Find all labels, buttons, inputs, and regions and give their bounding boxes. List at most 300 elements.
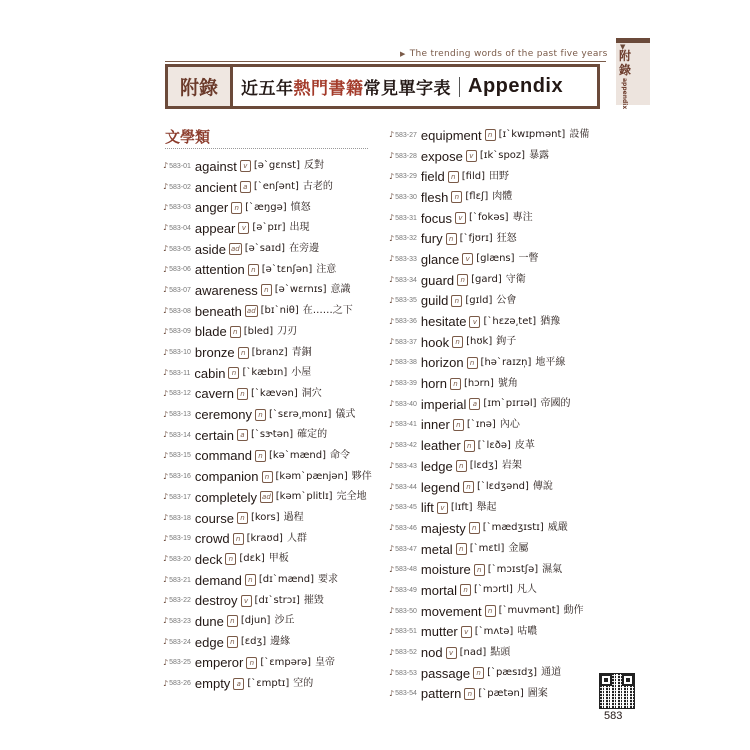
qr-code-icon (599, 673, 635, 709)
phonetic: [əˋsaɪd] (244, 243, 286, 255)
audio-note-icon[interactable]: ♪ (163, 554, 169, 564)
phonetic: [hʊk] (466, 336, 493, 348)
part-of-speech: n (238, 347, 249, 359)
audio-note-icon[interactable]: ♪ (163, 368, 169, 378)
track-number: 583-28 (395, 152, 417, 160)
audio-note-icon[interactable]: ♪ (389, 130, 395, 140)
word-entry (163, 156, 372, 177)
part-of-speech: n (457, 274, 468, 286)
vocab-word: against (194, 158, 237, 174)
word-list-left (163, 156, 372, 694)
word-entry (389, 518, 589, 539)
audio-note-icon[interactable]: ♪ (389, 585, 395, 595)
vocab-word: empty (194, 676, 231, 692)
chinese-meaning: 儀式 (335, 408, 356, 420)
vocab-word: course (194, 510, 234, 526)
part-of-speech: n (463, 481, 474, 493)
audio-note-icon[interactable]: ♪ (389, 378, 395, 388)
audio-note-icon[interactable]: ♪ (163, 264, 169, 274)
part-of-speech: ad (230, 245, 240, 254)
vocab-word: nod (420, 645, 443, 661)
chinese-meaning: 確定的 (297, 429, 328, 441)
phonetic: [ɪmˋpɪrɪəl] (483, 398, 537, 410)
word-entry (163, 590, 372, 611)
phonetic: [nad] (459, 646, 487, 658)
track-number: 583-39 (395, 380, 417, 388)
track-number: 583-14 (169, 431, 191, 439)
vocab-word: passage (420, 665, 471, 681)
word-entry (389, 622, 589, 643)
track-number: 583-33 (395, 255, 417, 263)
audio-note-icon[interactable]: ♪ (163, 450, 169, 460)
part-of-speech: n (451, 295, 462, 307)
chinese-meaning: 鉤子 (496, 336, 517, 348)
part-of-speech: n (225, 553, 236, 565)
audio-note-icon[interactable]: ♪ (163, 430, 169, 440)
part-of-speech: n (448, 171, 459, 183)
word-entry (389, 477, 589, 498)
chinese-meaning: 濕氣 (542, 563, 563, 575)
vocab-word: ledge (420, 458, 453, 474)
audio-note-icon[interactable]: ♪ (163, 492, 169, 502)
phonetic: [dɛk] (239, 553, 265, 565)
part-of-speech: n (262, 471, 273, 483)
part-of-speech: n (473, 667, 484, 679)
part-of-speech: n (228, 367, 239, 379)
vocab-word: crowd (194, 531, 230, 547)
phonetic: [ɪˋkwɪpmənt] (498, 129, 566, 141)
section-heading: 文學類 (165, 128, 211, 146)
word-entry (163, 197, 372, 218)
header-tagline: ▶ The trending words of the past five years (400, 49, 608, 59)
vocab-word: fury (420, 231, 443, 247)
part-of-speech: n (469, 522, 480, 534)
phonetic: [ˋfokəs] (468, 212, 509, 224)
track-number: 583-27 (395, 131, 417, 139)
word-entry (389, 125, 589, 146)
word-entry (163, 528, 372, 549)
audio-note-icon[interactable]: ♪ (389, 523, 395, 533)
vocab-word: edge (194, 634, 224, 650)
word-entry (163, 322, 372, 343)
chinese-meaning: 空的 (293, 677, 314, 689)
audio-note-icon[interactable]: ♪ (163, 285, 169, 295)
chinese-meaning: 甲板 (268, 553, 289, 565)
vocab-word: imperial (420, 396, 467, 412)
vocab-word: guild (420, 293, 449, 309)
track-number: 583-54 (395, 690, 417, 698)
word-entry (389, 332, 589, 353)
track-number: 583-09 (169, 328, 191, 336)
phonetic: [ˋsɛrə͵monɪ] (268, 408, 332, 420)
audio-note-icon[interactable]: ♪ (163, 202, 169, 212)
audio-note-icon[interactable]: ♪ (389, 399, 395, 409)
track-number: 583-25 (169, 659, 191, 667)
part-of-speech: n (464, 688, 475, 700)
track-number: 583-17 (169, 493, 191, 501)
track-number: 583-03 (169, 204, 191, 212)
part-of-speech: a (237, 429, 248, 441)
word-entry (389, 663, 589, 684)
track-number: 583-40 (395, 400, 417, 408)
phonetic: [əˋpɪr] (252, 222, 286, 234)
part-of-speech: n (456, 543, 467, 555)
chinese-meaning: 皇帝 (315, 656, 336, 668)
word-entry (389, 539, 589, 560)
audio-note-icon[interactable]: ♪ (389, 668, 395, 678)
audio-note-icon[interactable]: ♪ (389, 213, 395, 223)
part-of-speech: v (466, 150, 477, 162)
phonetic: [ɪkˋspoz] (479, 150, 526, 162)
part-of-speech: ad (262, 493, 271, 502)
audio-note-icon[interactable]: ♪ (163, 409, 169, 419)
phonetic: [ˋæŋgə] (245, 201, 287, 213)
phonetic: [ˋkæbɪn] (242, 367, 288, 379)
chinese-meaning: 肉體 (492, 191, 513, 203)
chinese-meaning: 邊緣 (270, 636, 291, 648)
audio-note-icon[interactable]: ♪ (389, 295, 395, 305)
chinese-meaning: 出現 (289, 222, 310, 234)
word-entry (389, 580, 589, 601)
audio-note-icon[interactable]: ♪ (163, 575, 169, 585)
vocab-word: awareness (194, 282, 258, 298)
part-of-speech: a (233, 678, 244, 690)
phonetic: [bled] (243, 325, 274, 337)
word-entry (389, 373, 589, 394)
chinese-meaning: 狂怒 (496, 232, 517, 244)
part-of-speech: n (453, 419, 464, 431)
vocab-word: guard (420, 272, 455, 288)
audio-note-icon[interactable]: ♪ (163, 388, 169, 398)
phonetic: [əˋwɛrnɪs] (274, 284, 327, 296)
track-number: 583-47 (395, 545, 417, 553)
phonetic: [ˋenʃənt] (253, 181, 299, 193)
chinese-meaning: 青銅 (291, 346, 312, 358)
vocab-word: focus (420, 210, 452, 226)
track-number: 583-10 (169, 349, 191, 357)
vocab-word: dune (194, 613, 224, 629)
part-of-speech: n (248, 264, 259, 276)
chinese-meaning: 凡人 (516, 584, 537, 596)
part-of-speech: v (469, 316, 480, 328)
vocab-word: cavern (194, 386, 234, 402)
vocab-word: attention (194, 262, 245, 278)
vocab-word: legend (420, 479, 460, 495)
phonetic: [ˋɛmpərə] (260, 656, 312, 668)
word-entry (163, 632, 372, 653)
phonetic: [ˋɪnə] (466, 418, 496, 430)
side-tab (616, 38, 650, 110)
vocab-word: command (194, 448, 252, 464)
audio-note-icon[interactable]: ♪ (163, 223, 169, 233)
chinese-meaning: 注意 (316, 263, 337, 275)
part-of-speech: v (455, 212, 466, 224)
chinese-meaning: 地平線 (535, 356, 566, 368)
track-number: 583-29 (395, 173, 417, 181)
audio-note-icon[interactable]: ♪ (163, 637, 169, 647)
track-number: 583-23 (169, 617, 191, 625)
audio-note-icon[interactable]: ♪ (163, 595, 169, 605)
appendix-label: 附錄 (168, 67, 233, 106)
vocab-word: leather (420, 438, 461, 454)
word-entry (389, 228, 589, 249)
phonetic: [lɪft] (450, 501, 473, 513)
vocab-word: bronze (194, 345, 235, 361)
chinese-meaning: 皮革 (514, 439, 535, 451)
track-number: 583-21 (169, 576, 191, 584)
phonetic: [fild] (461, 170, 485, 182)
chinese-meaning: 田野 (489, 170, 509, 182)
track-number: 583-45 (395, 504, 417, 512)
phonetic: [kəˋmænd] (268, 449, 326, 461)
word-entry (389, 270, 589, 291)
chinese-meaning: 小屋 (291, 367, 312, 379)
side-tab-label: 附錄 (619, 49, 632, 77)
chinese-meaning: 在旁邊 (289, 243, 320, 255)
audio-note-icon[interactable]: ♪ (163, 306, 169, 316)
part-of-speech: n (230, 326, 241, 338)
phonetic: [ˋkævən] (250, 387, 298, 399)
part-of-speech: v (461, 626, 472, 638)
phonetic: [flɛʃ] (465, 191, 489, 203)
phonetic: [ˋmɛtl] (469, 543, 505, 555)
chinese-meaning: 洞穴 (301, 387, 322, 399)
track-number: 583-13 (169, 411, 191, 419)
part-of-speech: n (485, 605, 496, 617)
audio-note-icon[interactable]: ♪ (389, 254, 395, 264)
vocab-word: hesitate (420, 314, 467, 330)
chinese-meaning: 號角 (497, 377, 518, 389)
track-number: 583-02 (169, 183, 191, 191)
word-entry (389, 456, 589, 477)
audio-note-icon[interactable]: ♪ (163, 678, 169, 688)
part-of-speech: n (460, 584, 471, 596)
track-number: 583-12 (169, 390, 191, 398)
phonetic: [lɛdʒ] (469, 460, 498, 472)
track-number: 583-38 (395, 359, 417, 367)
word-entry (163, 653, 372, 674)
phonetic: [hɔrn] (463, 377, 494, 389)
audio-note-icon[interactable]: ♪ (389, 606, 395, 616)
part-of-speech: n (450, 378, 461, 390)
part-of-speech: ad (246, 307, 256, 316)
track-number: 583-08 (169, 307, 191, 315)
phonetic: [gɪld] (465, 294, 493, 306)
audio-note-icon[interactable]: ♪ (389, 419, 395, 429)
chinese-meaning: 人群 (286, 532, 307, 544)
word-list-right (389, 125, 589, 704)
phonetic: [ˋmʌtə] (474, 625, 514, 637)
chinese-meaning: 夥伴 (351, 470, 372, 482)
chinese-meaning: 公會 (496, 294, 517, 306)
vocab-word: inner (420, 417, 450, 433)
audio-note-icon[interactable]: ♪ (389, 440, 395, 450)
part-of-speech: n (456, 460, 467, 472)
word-entry (389, 559, 589, 580)
track-number: 583-41 (395, 421, 417, 429)
track-number: 583-48 (395, 566, 417, 574)
part-of-speech: n (467, 357, 478, 369)
audio-note-icon[interactable]: ♪ (389, 647, 395, 657)
track-number: 583-49 (395, 586, 417, 594)
audio-note-icon[interactable]: ♪ (163, 244, 169, 254)
track-number: 583-37 (395, 338, 417, 346)
chinese-meaning: 岩架 (501, 460, 522, 472)
part-of-speech: n (237, 388, 248, 400)
track-number: 583-53 (395, 669, 417, 677)
part-of-speech: n (237, 512, 248, 524)
chinese-meaning: 憤怒 (290, 201, 311, 213)
word-entry (389, 435, 589, 456)
audio-note-icon[interactable]: ♪ (389, 275, 395, 285)
track-number: 583-19 (169, 535, 191, 543)
word-entry (389, 497, 589, 518)
word-entry (163, 239, 372, 260)
audio-note-icon[interactable]: ♪ (163, 616, 169, 626)
chinese-meaning: 一瞥 (518, 253, 539, 265)
phonetic: [ˋlɛðə] (477, 439, 511, 451)
audio-note-icon[interactable]: ♪ (389, 192, 395, 202)
audio-note-icon[interactable]: ♪ (163, 657, 169, 667)
phonetic: [həˋraɪzn̩] (480, 356, 532, 368)
word-entry (163, 487, 372, 508)
vocab-word: completely (194, 489, 258, 505)
audio-note-icon[interactable]: ♪ (389, 502, 395, 512)
audio-note-icon[interactable]: ♪ (389, 564, 395, 574)
audio-note-icon[interactable]: ♪ (389, 544, 395, 554)
part-of-speech: a (469, 398, 480, 410)
vocab-word: blade (194, 324, 227, 340)
chinese-meaning: 在……之下 (302, 305, 353, 317)
chinese-meaning: 帝國的 (540, 398, 571, 410)
part-of-speech: n (464, 440, 475, 452)
page-number: 583 (604, 710, 623, 722)
word-entry (163, 404, 372, 425)
word-entry (163, 570, 372, 591)
vocab-word: glance (420, 251, 460, 267)
word-entry (389, 353, 589, 374)
chinese-meaning: 刀刃 (277, 325, 298, 337)
chinese-meaning: 設備 (569, 129, 590, 141)
audio-note-icon[interactable]: ♪ (389, 482, 395, 492)
phonetic: [ˋsɝtən] (250, 429, 294, 441)
audio-note-icon[interactable]: ♪ (163, 347, 169, 357)
part-of-speech: n (227, 615, 238, 627)
audio-note-icon[interactable]: ♪ (163, 471, 169, 481)
chinese-meaning: 專注 (512, 212, 533, 224)
word-entry (163, 466, 372, 487)
phonetic: [dɪˋmænd] (258, 574, 315, 586)
audio-note-icon[interactable]: ♪ (389, 316, 395, 326)
header-rule (165, 61, 606, 62)
track-number: 583-05 (169, 245, 191, 253)
audio-note-icon[interactable]: ♪ (163, 161, 169, 171)
word-entry (389, 208, 589, 229)
track-number: 583-42 (395, 442, 417, 450)
chinese-meaning: 金屬 (508, 543, 529, 555)
audio-note-icon[interactable]: ♪ (389, 461, 395, 471)
track-number: 583-22 (169, 597, 191, 605)
audio-note-icon[interactable]: ♪ (389, 688, 395, 698)
track-number: 583-04 (169, 224, 191, 232)
chinese-meaning: 點頭 (490, 646, 511, 658)
audio-note-icon[interactable]: ♪ (163, 533, 169, 543)
chinese-meaning: 威嚴 (547, 522, 568, 534)
chinese-meaning: 通道 (541, 667, 562, 679)
phonetic: [ˋmɔrtl] (474, 584, 513, 596)
track-number: 583-16 (169, 473, 191, 481)
chinese-meaning: 咕噥 (517, 625, 538, 637)
audio-note-icon[interactable]: ♪ (163, 182, 169, 192)
word-entry (163, 177, 372, 198)
part-of-speech: v (446, 647, 457, 659)
audio-note-icon[interactable]: ♪ (389, 233, 395, 243)
track-number: 583-26 (169, 680, 191, 688)
chinese-meaning: 舉起 (476, 501, 497, 513)
word-entry (163, 508, 372, 529)
track-number: 583-43 (395, 462, 417, 470)
vocab-word: ceremony (194, 407, 252, 423)
audio-note-icon[interactable]: ♪ (163, 513, 169, 523)
title-part2: 常見單字表 (363, 79, 451, 99)
chinese-meaning: 古老的 (302, 181, 333, 193)
chinese-meaning: 圖案 (527, 687, 548, 699)
phonetic: [bɪˋniθ] (260, 305, 299, 317)
part-of-speech: n (233, 533, 244, 545)
chinese-meaning: 過程 (283, 512, 304, 524)
audio-note-icon[interactable]: ♪ (389, 171, 395, 181)
track-number: 583-20 (169, 555, 191, 563)
vocab-word: mortal (420, 582, 458, 598)
chinese-meaning: 摧毀 (303, 594, 324, 606)
word-entry (163, 425, 372, 446)
part-of-speech: n (451, 191, 462, 203)
track-number: 583-06 (169, 266, 191, 274)
chinese-meaning: 傳說 (532, 481, 553, 493)
vocab-word: horn (420, 376, 447, 392)
chinese-meaning: 要求 (318, 574, 339, 586)
vocab-word: aside (194, 241, 226, 257)
phonetic: [ɛdʒ] (240, 636, 267, 648)
part-of-speech: n (245, 574, 256, 586)
vocab-word: demand (194, 572, 242, 588)
page-title (241, 67, 563, 106)
title-part1: 近五年 (241, 79, 294, 99)
audio-note-icon[interactable]: ♪ (389, 151, 395, 161)
word-entry (163, 301, 372, 322)
vocab-word: anger (194, 200, 229, 216)
audio-note-icon[interactable]: ♪ (389, 626, 395, 636)
word-entry (163, 611, 372, 632)
vocab-word: hook (420, 334, 450, 350)
phonetic: [kəmˋpænjən] (275, 470, 348, 482)
vocab-word: movement (420, 603, 482, 619)
phonetic: [glæns] (476, 253, 515, 265)
audio-note-icon[interactable]: ♪ (163, 326, 169, 336)
header-box (165, 64, 600, 109)
phonetic: [ˋmædʒɪstɪ] (482, 522, 544, 534)
track-number: 583-44 (395, 483, 417, 491)
audio-note-icon[interactable]: ♪ (389, 337, 395, 347)
vocab-word: certain (194, 427, 234, 443)
side-tab-english: appendix (621, 78, 628, 110)
phonetic: [əˋgɛnst] (253, 160, 301, 172)
track-number: 583-30 (395, 193, 417, 201)
chinese-meaning: 命令 (329, 449, 350, 461)
track-number: 583-34 (395, 276, 417, 284)
audio-note-icon[interactable]: ♪ (389, 357, 395, 367)
part-of-speech: v (437, 502, 448, 514)
